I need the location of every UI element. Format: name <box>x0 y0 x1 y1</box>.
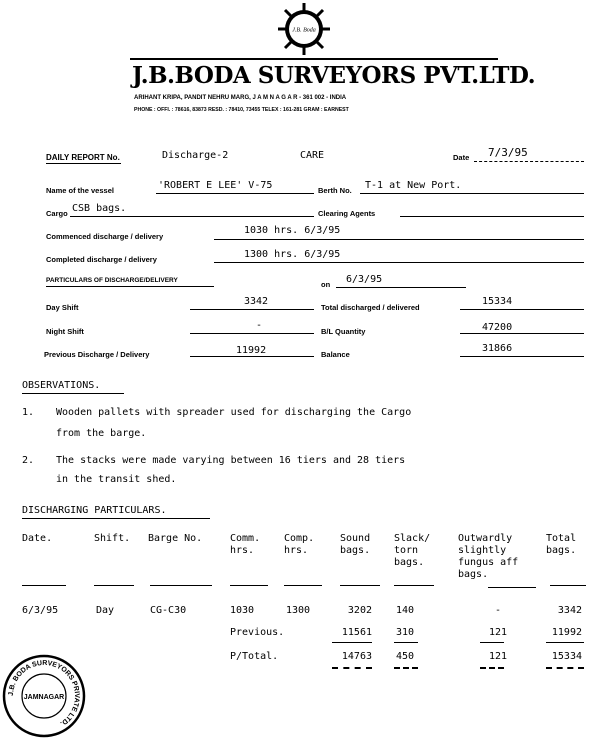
row-total: 3342 <box>557 605 582 616</box>
agents-label: Clearing Agents <box>318 209 376 218</box>
berth-line <box>360 193 584 194</box>
night-shift-line <box>190 333 314 334</box>
balance-label: Balance <box>321 350 350 359</box>
discharging-heading: DISCHARGING PARTICULARS. <box>22 505 167 516</box>
previous-underline-slack <box>394 642 418 643</box>
ptotal-double-underline-slack <box>394 667 418 669</box>
day-shift-label: Day Shift <box>46 303 79 312</box>
berth-label: Berth No. <box>318 186 352 195</box>
previous-underline-total <box>546 642 584 643</box>
observation-1-line2: from the barge. <box>56 428 147 439</box>
ptotal-row-outwardly: 121 <box>488 651 508 662</box>
on-label: on <box>321 280 331 289</box>
previous-line <box>190 356 314 357</box>
report-care-value: CARE <box>300 150 325 161</box>
col-header-comm: Comm. hrs. <box>230 533 261 556</box>
previous-row-sound: 11561 <box>341 627 372 638</box>
col-header-date: Date. <box>22 533 53 544</box>
company-contacts: PHONE : OFFI. : 78616, 83873 RESD. : 78410, 73455 TELEX : 161-281 GRAM : EARNEST <box>134 107 349 113</box>
particulars-underline <box>46 286 214 287</box>
stamp-inner-text: JAMNAGAR <box>23 694 65 701</box>
completed-label: Completed discharge / delivery <box>46 255 157 264</box>
observations-heading: OBSERVATIONS. <box>22 380 101 391</box>
observation-2-line2: in the transit shed. <box>56 474 177 485</box>
row-barge: CG-C30 <box>150 605 187 616</box>
night-shift-value: - <box>256 320 263 331</box>
col-header-outwardly: Outwardly slightly fungus aff bags. <box>458 533 519 580</box>
cargo-label: Cargo <box>46 209 68 218</box>
previous-value: 11992 <box>236 345 267 356</box>
berth-value: T-1 at New Port. <box>365 180 462 191</box>
col-underline-comm <box>230 585 268 586</box>
company-logo <box>277 2 331 56</box>
report-date-label: Date <box>453 153 470 162</box>
report-date-value: 7/3/95 <box>488 146 528 159</box>
col-underline-sound <box>340 585 380 586</box>
vessel-line <box>156 193 314 194</box>
total-label: Total discharged / delivered <box>321 303 420 312</box>
company-address: ARIHANT KRIPA, PANDIT NEHRU MARG, J A M N A G A R - 361 002 - INDIA <box>134 95 347 101</box>
report-number-label: DAILY REPORT No. <box>46 153 120 162</box>
ptotal-row-total: 15334 <box>551 651 582 662</box>
commenced-line <box>214 239 584 240</box>
bl-line <box>460 333 584 334</box>
agents-line <box>400 216 584 217</box>
report-date-line <box>474 161 584 162</box>
observation-1-line1: Wooden pallets with spreader used for discharging the Cargo <box>56 407 412 418</box>
vessel-label: Name of the vessel <box>46 186 114 195</box>
on-line <box>336 287 466 288</box>
col-underline-total <box>550 585 586 586</box>
day-shift-line <box>190 309 314 310</box>
commenced-label: Commenced discharge / delivery <box>46 232 164 241</box>
cargo-value: CSB bags. <box>72 203 127 214</box>
letterhead-rule <box>130 58 498 60</box>
col-underline-slack <box>394 585 434 586</box>
col-header-slack: Slack/ torn bags. <box>394 533 431 568</box>
balance-value: 31866 <box>482 343 513 354</box>
previous-row-total: 11992 <box>551 627 582 638</box>
bl-label: B/L Quantity <box>321 327 366 336</box>
previous-row-slack: 310 <box>396 627 415 638</box>
ptotal-double-underline-sound <box>332 667 372 669</box>
previous-underline-sound <box>332 642 372 643</box>
col-underline-barge <box>150 585 212 586</box>
total-line <box>460 309 584 310</box>
balance-line <box>460 356 584 357</box>
ptotal-double-underline-total <box>546 667 584 669</box>
total-value: 15334 <box>482 296 513 307</box>
col-underline-comp <box>284 585 322 586</box>
row-comm: 1030 <box>230 605 255 616</box>
report-number-underline <box>46 163 121 164</box>
previous-row-label: Previous. <box>230 627 285 638</box>
observations-heading-underline <box>22 393 124 394</box>
row-date: 6/3/95 <box>22 605 59 616</box>
cargo-line <box>70 216 314 217</box>
on-value: 6/3/95 <box>346 274 383 285</box>
particulars-label: PARTICULARS OF DISCHARGE/DELIVERY <box>46 277 178 284</box>
completed-line <box>214 262 584 263</box>
col-underline-outwardly <box>488 587 536 588</box>
company-name: J.B.BODA SURVEYORS PVT.LTD. <box>132 62 536 89</box>
row-slack: 140 <box>396 605 415 616</box>
row-comp: 1300 <box>286 605 311 616</box>
col-header-barge: Barge No. <box>148 533 203 544</box>
col-header-sound: Sound bags. <box>340 533 371 556</box>
col-header-shift: Shift. <box>94 533 131 544</box>
ptotal-row-label: P/Total. <box>230 651 279 662</box>
col-underline-date <box>22 585 66 586</box>
previous-row-outwardly: 121 <box>488 627 508 638</box>
col-header-comp: Comp. hrs. <box>284 533 315 556</box>
col-header-total: Total bags. <box>546 533 577 556</box>
previous-underline-outwardly <box>480 642 504 643</box>
vessel-value: 'ROBERT E LEE' V-75 <box>158 180 273 191</box>
report-number-value: Discharge-2 <box>162 150 229 161</box>
completed-value: 1300 hrs. 6/3/95 <box>244 249 341 260</box>
row-shift: Day <box>96 605 115 616</box>
previous-label: Previous Discharge / Delivery <box>44 350 150 359</box>
ptotal-row-sound: 14763 <box>341 651 372 662</box>
ptotal-double-underline-outwardly <box>480 667 504 669</box>
ptotal-row-slack: 450 <box>396 651 415 662</box>
bl-value: 47200 <box>482 322 513 333</box>
row-sound: 3202 <box>347 605 372 616</box>
discharging-heading-underline <box>22 518 210 519</box>
col-underline-shift <box>94 585 134 586</box>
company-stamp <box>2 654 86 738</box>
night-shift-label: Night Shift <box>46 327 84 336</box>
logo-text: J.B. Boda <box>292 27 316 34</box>
commenced-value: 1030 hrs. 6/3/95 <box>244 225 341 236</box>
row-outwardly: - <box>494 605 502 616</box>
day-shift-value: 3342 <box>244 296 269 307</box>
observation-2-line1: The stacks were made varying between 16 tiers and 28 tiers <box>56 455 406 466</box>
observation-1-number: 1. <box>22 407 35 418</box>
stamp-outer-text: J.B. BODA SURVEYORS PRIVATE LTD. <box>7 659 81 727</box>
observation-2-number: 2. <box>22 455 35 466</box>
